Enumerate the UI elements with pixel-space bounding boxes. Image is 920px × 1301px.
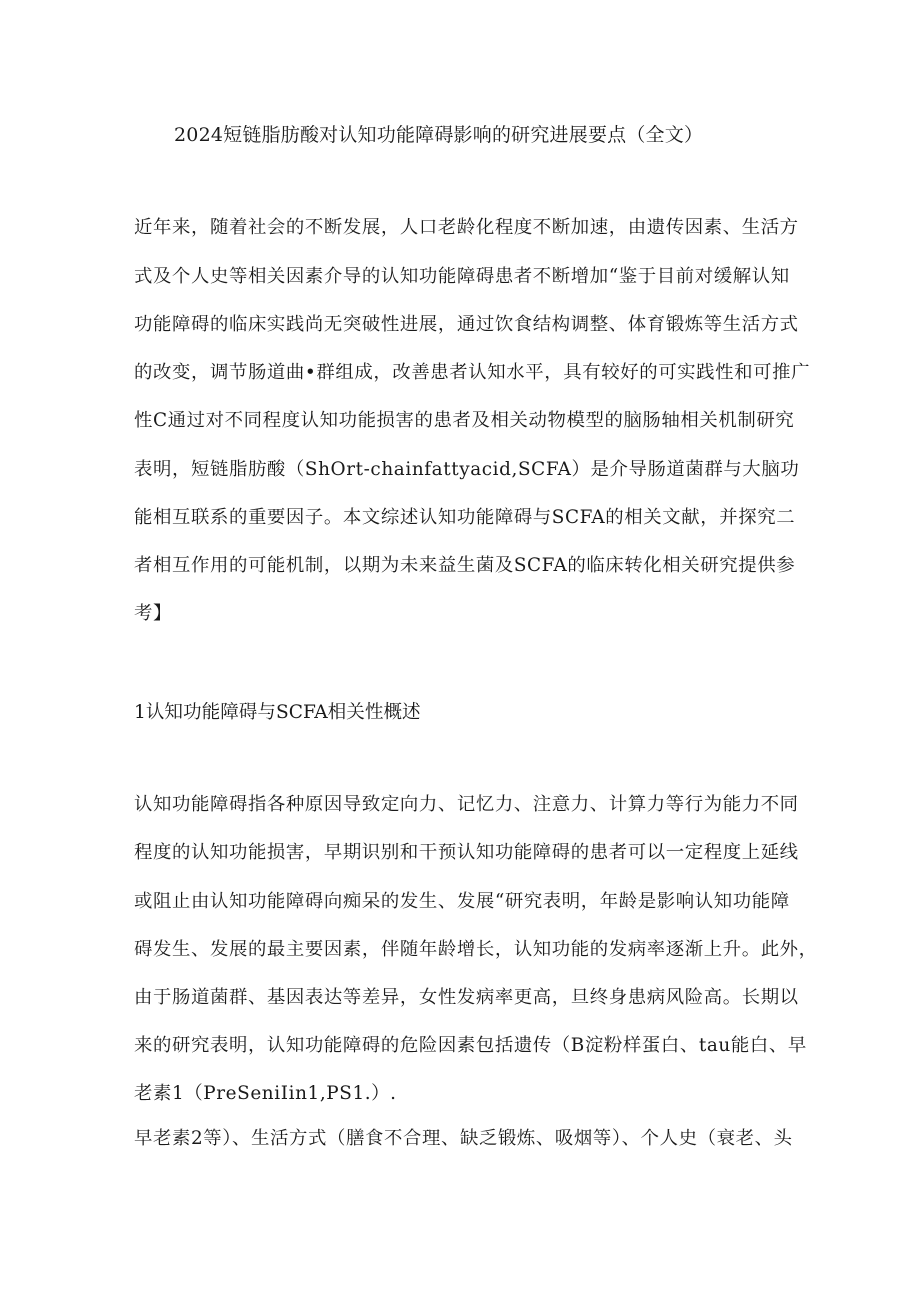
section-paragraph-line: 早老素2等）、生活方式（膳食不合理、缺乏锻炼、吸烟等）、个人史（衰老、头	[134, 1128, 793, 1149]
intro-paragraph-line: 近年来，随着社会的不断发展，人口老龄化程度不断加速，由遗传因素、生活方	[134, 217, 799, 238]
section-heading: 1认知功能障碍与SCFA相关性概述	[134, 702, 421, 723]
section-paragraph-line: 由于肠道菌群、基因表达等差异，女性发病率更高，旦终身患病风险高。长期以	[134, 987, 799, 1008]
intro-paragraph-line: 功能障碍的临床实践尚无突破性进展，通过饮食结构调整、体育锻炼等生活方式	[134, 314, 799, 335]
intro-paragraph-line: 考】	[134, 603, 172, 624]
intro-paragraph-line: 者相互作用的可能机制，以期为未来益生菌及SCFA的临床转化相关研究提供参	[134, 555, 796, 576]
section-paragraph-line: 或阻止由认知功能障碍向痴呆的发生、发展“研究表明，年龄是影响认知功能障	[134, 891, 790, 912]
intro-paragraph-line: 式及个人史等相关因素介导的认知功能障碍患者不断增加“鉴于目前对缓解认知	[134, 266, 790, 287]
section-paragraph-line: 老素1（PreSeniIin1,PS1.）.	[134, 1083, 397, 1104]
document-title: 2024短链脂肪酸对认知功能障碍影响的研究进展要点（全文）	[174, 124, 704, 146]
section-paragraph-line: 程度的认知功能损害，早期识别和干预认知功能障碍的患者可以一定程度上延线	[134, 842, 799, 863]
section-paragraph-line: 碍发生、发展的最主要因素，伴随年龄增长，认知功能的发病率逐渐上升。此外，	[134, 939, 818, 960]
intro-paragraph-line: 的改变，调节肠道曲•群组成，改善患者认知水平，具有较好的可实践性和可推广	[134, 362, 811, 383]
intro-paragraph-line: 表明，短链脂肪酸（ShOrt-chainfattyacid,SCFA）是介导肠道菌群与大脑功	[134, 459, 800, 480]
section-paragraph-line: 认知功能障碍指各种原因导致定向力、记忆力、注意力、计算力等行为能力不同	[134, 794, 799, 815]
section-paragraph-line: 来的研究表明，认知功能障碍的危险因素包括遗传（B淀粉样蛋白、tau能白、早	[134, 1035, 807, 1056]
intro-paragraph-line: 能相互联系的重要因子。本文综述认知功能障碍与SCFA的相关文献，并探究二	[134, 507, 796, 528]
intro-paragraph-line: 性C通过对不同程度认知功能损害的患者及相关动物模型的脑肠轴相关机制研究	[134, 410, 795, 431]
